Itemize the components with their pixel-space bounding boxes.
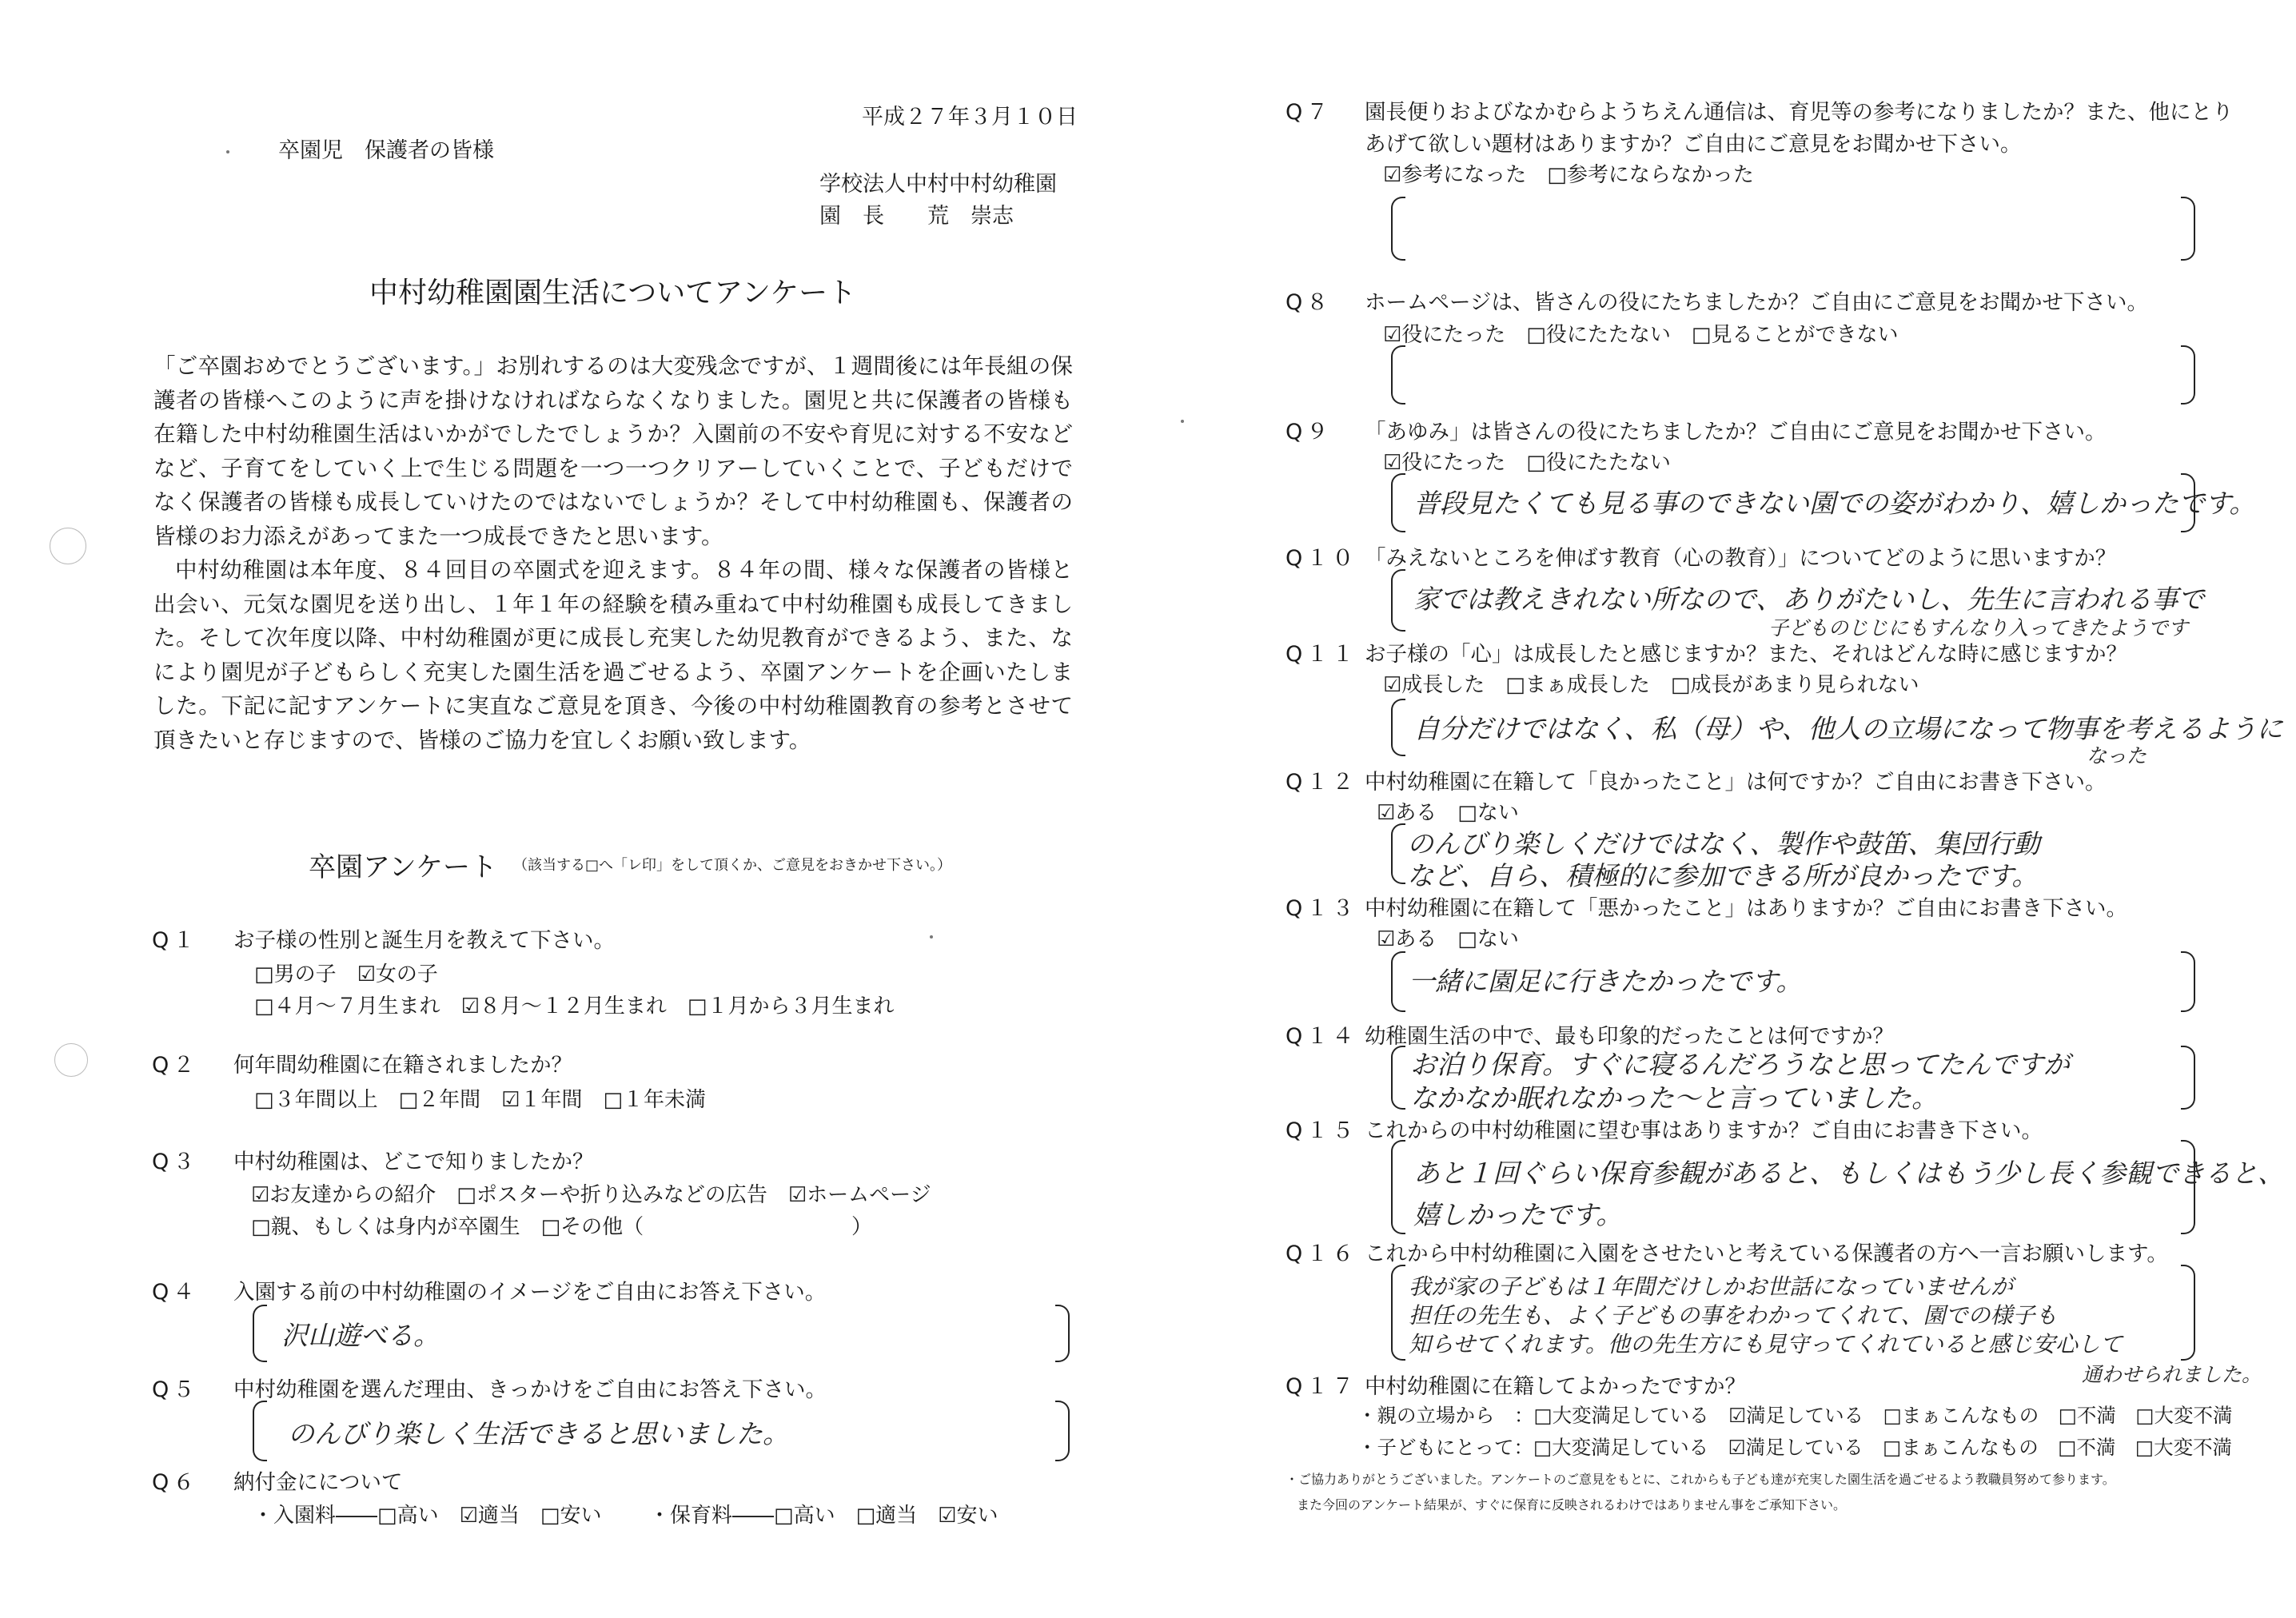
question-text-continued: あげて欲しい題材はありますか？ご自由にご意見をお聞かせ下さい。 (1365, 132, 2022, 157)
q2-options: □３年間以上 □２年間 ☑１年間 □１年未満 (254, 1088, 707, 1112)
answer-bracket-left (1391, 951, 1405, 1012)
question-number: Q６ (152, 1470, 199, 1495)
question-text: 中村幼稚園は、どこで知りましたか？ (233, 1150, 594, 1174)
q1-birth-month-options: □４月～７月生まれ ☑８月～１２月生まれ □１月から３月生まれ (254, 994, 895, 1018)
q3-options-row1: ☑お友達からの紹介 □ポスターや折り込みなどの広告 ☑ホームページ (251, 1183, 931, 1207)
q12-options: ☑ある □ない (1377, 801, 1519, 825)
question-number: Q１３ (1286, 896, 1358, 921)
answer-bracket-left (1391, 1046, 1405, 1110)
question-text: 「あゆみ」は皆さんの役にたちましたか？ご自由にご意見をお聞かせ下さい。 (1365, 420, 2107, 444)
question-number: Q１２ (1286, 770, 1358, 795)
handwritten-answer: あと１回ぐらい保育参観があると、もしくはもう少し長く参観できると、 (1413, 1158, 2284, 1189)
handwritten-answer: 沢山遊べる。 (281, 1320, 440, 1351)
intro-text (153, 349, 1073, 757)
question-number: Q７ (1286, 100, 1333, 125)
answer-bracket-right (2181, 951, 2195, 1012)
question-number: Q１７ (1286, 1374, 1358, 1399)
scan-speck (1181, 420, 1184, 423)
question-text: 中村幼稚園に在籍してよかったですか？ (1365, 1374, 1746, 1399)
question-text: これから中村幼稚園に入園をさせたいと考えている保護者の方へ一言お願いします。 (1365, 1241, 2168, 1266)
answer-bracket-right (2181, 1265, 2195, 1361)
q7-options: ☑参考になった □参考にならなかった (1383, 163, 1754, 187)
handwritten-answer-continued: なかなか眠れなかった～と言っていました。 (1410, 1082, 1938, 1114)
question-text: 何年間幼稚園に在籍されましたか？ (233, 1053, 572, 1078)
q17-parent-options: ・親の立場から ：□大変満足している ☑満足している □まぁこんなもの □不満 □大変不満 (1357, 1404, 2233, 1427)
footer-note: また今回のアンケート結果が、すぐに保育に反映されるわけではありません事をご承知下さい。 (1297, 1497, 1847, 1512)
question-text: 「みえないところを伸ばす教育（心の教育）」についてどのように思いますか？ (1365, 546, 2117, 571)
question-text: お子様の性別と誕生月を教えて下さい。 (233, 928, 615, 953)
q1-gender-options: □男の子 ☑女の子 (254, 962, 438, 986)
page-title: 中村幼稚園園生活についてアンケート (369, 277, 857, 309)
question-text: 園長便りおよびなかむらようちえん通信は、育児等の参考になりましたか？また、他にとり (1365, 100, 2234, 125)
handwritten-answer-continued: 子どものじじにもすんなり入ってきたようです (1768, 616, 2189, 640)
answer-bracket-right (2181, 345, 2195, 404)
q3-options-row2: □親、もしくは身内が卒園生 □その他（ (251, 1215, 644, 1239)
handwritten-answer-continued: 知らせてくれます。他の先生方にも見守ってくれていると感じ安心して (1409, 1331, 2123, 1357)
question-number: Q４ (152, 1280, 199, 1305)
answer-bracket-left (1391, 823, 1405, 884)
handwritten-answer-continued: 通わせられました。 (2082, 1363, 2262, 1386)
question-text: これからの中村幼稚園に望む事はありますか？ご自由にお書き下さい。 (1365, 1118, 2043, 1143)
answer-bracket-right (2181, 197, 2195, 261)
footer-note: ・ご協力ありがとうございました。アンケートのご意見をもとに、これからも子ども達が充実した園生活を過ごせるよう教職員努めて参ります。 (1286, 1472, 2115, 1487)
answer-bracket-left (253, 1401, 267, 1461)
punch-hole-mark (54, 1043, 88, 1077)
handwritten-answer: 一緒に園足に行きたかったです。 (1409, 966, 1803, 997)
answer-bracket-left (1391, 1265, 1405, 1361)
handwritten-answer: 自分だけではなく、私（母）や、他人の立場になって物事を考えるように (1413, 713, 2283, 744)
question-number: Q１５ (1286, 1118, 1358, 1143)
question-number: Q９ (1286, 420, 1333, 444)
survey-title: 卒園アンケート (309, 851, 497, 883)
recipient: 卒園児 保護者の皆様 (278, 138, 494, 163)
answer-bracket-right (1055, 1305, 1070, 1362)
intro-paragraph: 中村幼稚園は本年度、８４回目の卒園式を迎えます。８４年の間、様々な保護者の皆様と出会い、元気な園児を送り出し、１年１年の経験を積み重ねて中村幼稚園も成長してきました。そして次年度以降、中村幼稚園が更に成長し充実した幼児教育ができるよう、また、なにより園児が子どもらしく充実した園生活を過ごせるよう、卒園アンケートを企画いたしました。下記に記すアンケートに実直なご意見を頂き、今後の中村幼稚園教育の参考とさせて頂きたいと存じますので、皆様のご協力を宜しくお願い致します。 (153, 557, 1073, 753)
answer-bracket-left (1391, 345, 1405, 404)
handwritten-answer-continued: なった (2087, 744, 2147, 767)
handwritten-answer: のんびり楽しく生活できると思いました。 (288, 1418, 789, 1449)
question-number: Q２ (152, 1053, 199, 1078)
question-number: Q３ (152, 1150, 199, 1174)
q13-options: ☑ある □ない (1377, 927, 1519, 951)
handwritten-answer: 我が家の子どもは１年間だけしかお世話になっていませんが (1409, 1273, 2014, 1300)
intro-paragraph: 「ご卒園おめでとうございます。」お別れするのは大変残念ですが、１週間後には年長組の保護者の皆様へこのように声を掛けなければならなくなりました。園児と共に保護者の皆様も在籍した中村幼稚園生活はいかがでしたでしょうか？入園前の不安や育児に対する不安などなど、子育てをしていく上で生じる問題を一つ一つクリアーしていくことで、子どもだけでなく保護者の皆様も成長していけたのではないでしょうか？そして中村幼稚園も、保護者の皆様のお力添えがあってまた一つ成長できたと思います。 (153, 353, 1073, 549)
question-number: Q８ (1286, 290, 1333, 315)
handwritten-answer: 普段見たくても見る事のできない園での姿がわかり、嬉しかったです。 (1413, 488, 2256, 519)
question-number: Q１１ (1286, 642, 1358, 667)
answer-bracket-left (1391, 473, 1405, 532)
answer-bracket-left (1391, 569, 1405, 632)
answer-bracket-right (1055, 1401, 1070, 1461)
answer-bracket-left (1391, 1140, 1405, 1234)
question-text: 入園する前の中村幼稚園のイメージをご自由にお答え下さい。 (233, 1280, 827, 1305)
question-number: Q１６ (1286, 1241, 1358, 1266)
principal-name: 園 長 荒 崇志 (819, 204, 1014, 229)
survey-instructions: （該当する□へ「レ印」をして頂くか、ご意見をおきかせ下さい。） (513, 857, 952, 874)
question-text: 中村幼稚園に在籍して「悪かったこと」はありますか？ご自由にお書き下さい。 (1365, 896, 2127, 921)
handwritten-answer: のんびり楽しくだけではなく、製作や鼓笛、集団行動 (1407, 828, 2040, 859)
q6-tuition-options: ・保育料――□高い □適当 ☑安い (649, 1504, 999, 1528)
document-date: 平成２７年３月１０日 (862, 105, 1078, 130)
question-number: Q１ (152, 928, 199, 953)
question-number: Q１０ (1286, 546, 1358, 571)
question-text: 幼稚園生活の中で、最も印象的だったことは何ですか？ (1365, 1024, 1894, 1049)
question-text: 納付金にについて (233, 1470, 403, 1495)
question-number: Q５ (152, 1377, 199, 1402)
q6-enrollment-fee-options: ・入園料――□高い ☑適当 □安い (253, 1504, 602, 1528)
question-number: Q１４ (1286, 1024, 1358, 1049)
scan-speck (226, 150, 229, 153)
handwritten-answer-continued: など、自ら、積極的に参加できる所が良かったです。 (1407, 860, 2039, 891)
question-text: お子様の「心」は成長したと感じますか？また、それはどんな時に感じますか？ (1365, 642, 2127, 667)
handwritten-answer: お泊り保育。すぐに寝るんだろうなと思ってたんですが (1410, 1049, 2070, 1080)
answer-bracket-left (253, 1305, 267, 1362)
handwritten-answer-continued: 担任の先生も、よく子どもの事をわかってくれて、園での様子も (1409, 1302, 2058, 1329)
q11-options: ☑成長した □まぁ成長した □成長があまり見られない (1383, 673, 1919, 697)
question-text: ホームページは、皆さんの役にたちましたか？ご自由にご意見をお聞かせ下さい。 (1365, 290, 2148, 315)
answer-bracket-right (2181, 1046, 2195, 1110)
handwritten-answer: 家では教えきれない所なので、ありがたいし、先生に言われる事で (1413, 584, 2205, 615)
question-text: 中村幼稚園に在籍して「良かったこと」は何ですか？ご自由にお書き下さい。 (1365, 770, 2107, 795)
q9-options: ☑役にたった □役にたたない (1383, 451, 1671, 475)
q17-child-options: ・子どもにとって：□大変満足している ☑満足している □まぁこんなもの □不満 □大変不満 (1357, 1436, 2233, 1459)
organization-name: 学校法人中村中村幼稚園 (819, 172, 1057, 197)
answer-bracket-left (1391, 197, 1405, 261)
q3-other-close: ） (851, 1215, 873, 1239)
question-text: 中村幼稚園を選んだ理由、きっかけをご自由にお答え下さい。 (233, 1377, 827, 1402)
answer-bracket-left (1391, 699, 1405, 756)
punch-hole-mark (50, 528, 86, 564)
handwritten-answer-continued: 嬉しかったです。 (1413, 1199, 1623, 1230)
scan-speck (930, 935, 933, 939)
q8-options: ☑役にたった □役にたたない □見ることができない (1383, 323, 1899, 347)
